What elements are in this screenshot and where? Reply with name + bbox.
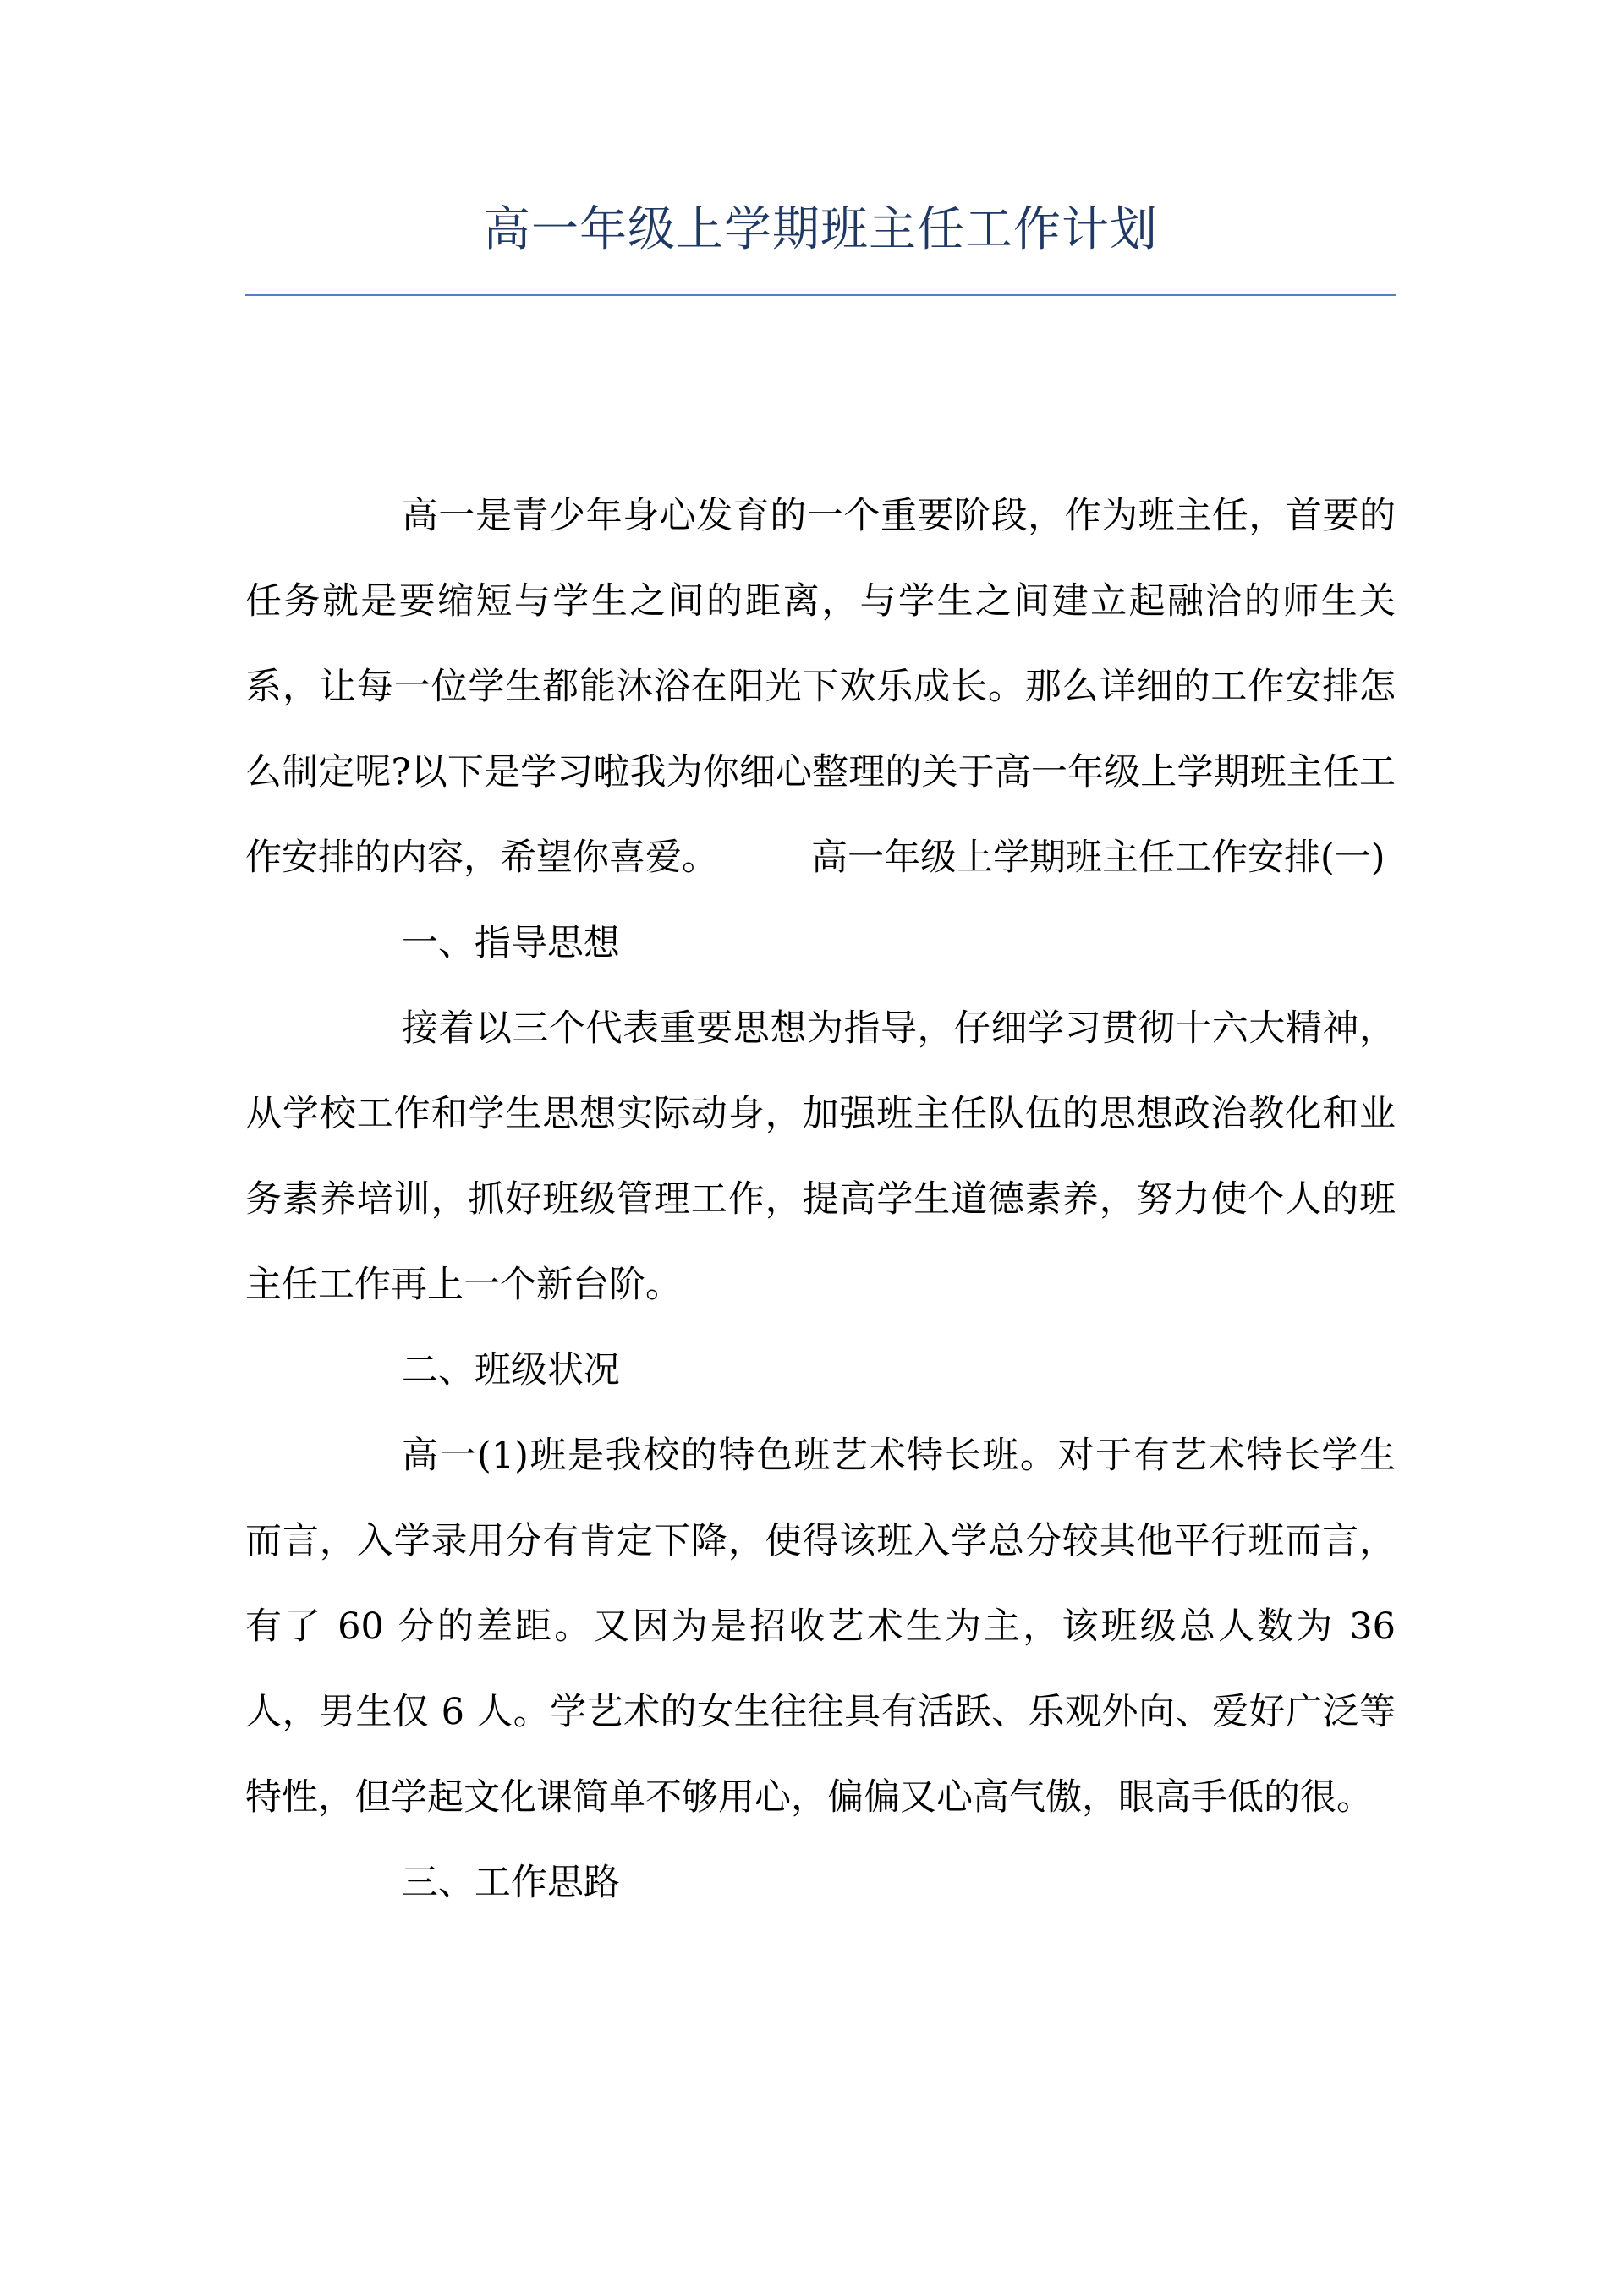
intro-text: 高一是青少年身心发育的一个重要阶段，作为班主任，首要的任务就是要缩短与学生之间的距离，与学生之间建立起融洽的师生关系，让每一位学生都能沐浴在阳光下欢乐成长。那么详细的工作安排怎么制定呢?以下是学习啦我为你细心整理的关于高一年级上学期班主任工作安排的内容，希望你喜爱。 [245, 495, 1396, 879]
section-paragraph-1: 接着以三个代表重要思想为指导，仔细学习贯彻十六大精神，从学校工作和学生思想实际动身，加强班主任队伍的思想政治教化和业务素养培训，抓好班级管理工作，提高学生道德素养，努力使个人的班主任工作再上一个新台阶。 [245, 1007, 1396, 1306]
section-heading-2: 二、班级状况 [401, 1349, 620, 1391]
document-title: 高一年级上学期班主任工作计划 [483, 202, 1158, 257]
section-heading-3: 三、工作思路 [401, 1862, 620, 1904]
intro-paragraph [245, 474, 1396, 901]
title-underline [245, 294, 1396, 296]
plan-subtitle: 高一年级上学期班主任工作安排(一) [811, 837, 1385, 879]
section-paragraph-2: 高一(1)班是我校的特色班艺术特长班。对于有艺术特长学生而言，入学录用分有肯定下降，使得该班入学总分较其他平行班而言，有了 60 分的差距。又因为是招收艺术生为主，该班级总人数为 36 人，男生仅 6 人。学艺术的女生往往具有活跃、乐观外向、爱好广泛等特性，但学起文化课简单不够用心，偏偏又心高气傲，眼高手低的很。 [245, 1435, 1396, 1819]
section-heading-1: 一、指导思想 [401, 922, 620, 964]
document-body [245, 474, 1396, 1926]
